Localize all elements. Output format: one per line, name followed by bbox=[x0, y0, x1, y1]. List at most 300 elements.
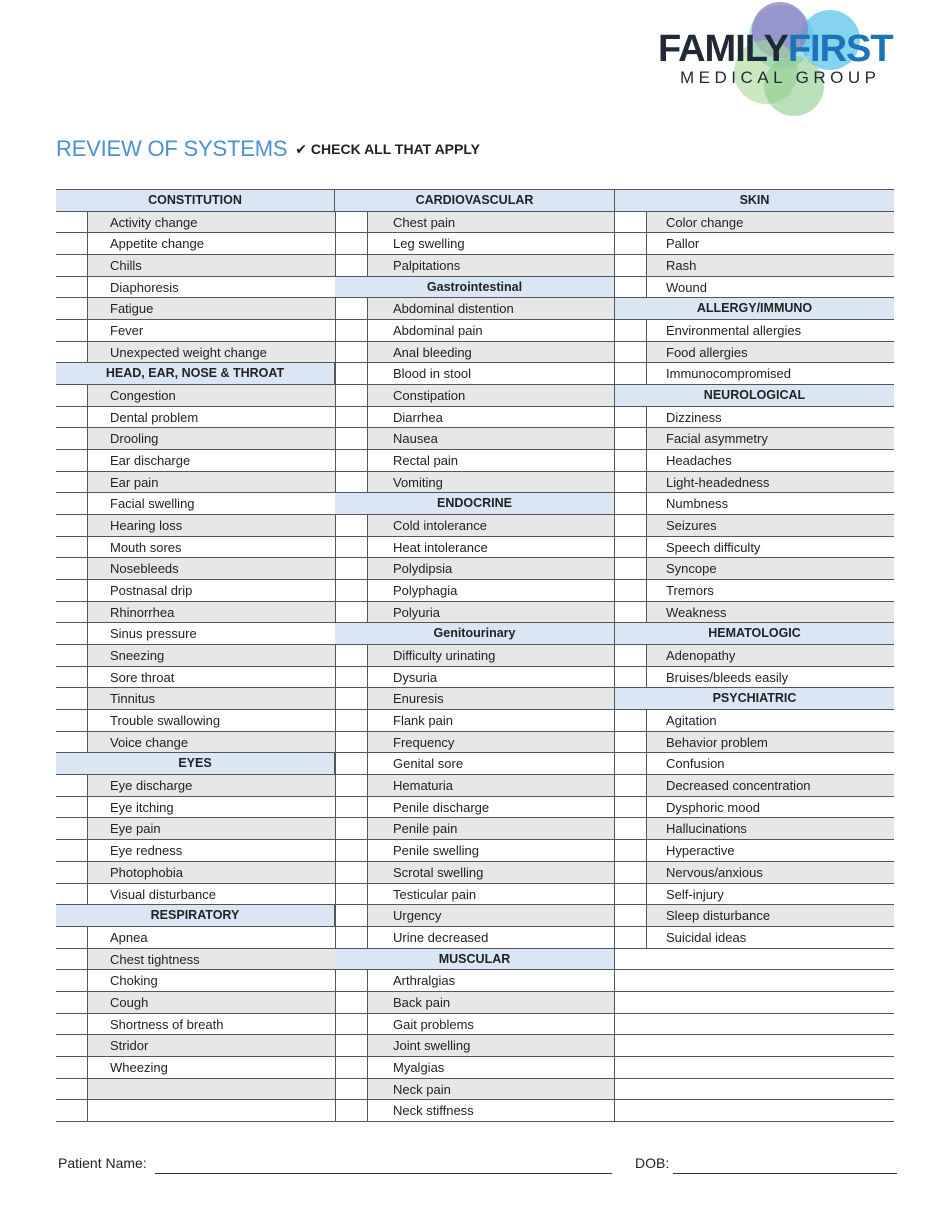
blank-row bbox=[614, 970, 894, 992]
symptom-label: Abdominal distention bbox=[393, 301, 514, 317]
section-header: Genitourinary bbox=[335, 623, 614, 645]
checkbox[interactable] bbox=[336, 298, 368, 319]
symptom-label: Drooling bbox=[110, 431, 159, 447]
symptom-label: Stridor bbox=[110, 1038, 149, 1054]
symptom-label: Eye itching bbox=[110, 799, 174, 815]
checklist-row bbox=[56, 407, 335, 429]
checkbox[interactable] bbox=[615, 515, 647, 536]
checkbox[interactable] bbox=[336, 818, 368, 839]
dob-label: DOB: bbox=[635, 1155, 670, 1171]
symptom-label: Constipation bbox=[393, 388, 466, 404]
checkbox[interactable] bbox=[56, 407, 88, 428]
checkbox[interactable] bbox=[615, 537, 647, 558]
checkbox[interactable] bbox=[336, 927, 368, 948]
checklist-row bbox=[614, 233, 894, 255]
checklist-row bbox=[335, 233, 614, 255]
checklist-row bbox=[335, 1035, 614, 1057]
checkbox[interactable] bbox=[56, 472, 88, 493]
column-2 bbox=[335, 190, 614, 1122]
symptom-label: Dysuria bbox=[393, 669, 438, 685]
checklist-row bbox=[335, 927, 614, 949]
checkbox[interactable] bbox=[56, 493, 88, 514]
checklist-row bbox=[335, 515, 614, 537]
checkbox[interactable] bbox=[336, 992, 368, 1013]
symptom-label: Myalgias bbox=[393, 1059, 445, 1075]
symptom-label: Visual disturbance bbox=[110, 886, 216, 902]
checklist-row bbox=[335, 862, 614, 884]
checklist-row bbox=[614, 797, 894, 819]
checklist-row bbox=[335, 840, 614, 862]
checkbox[interactable] bbox=[336, 1014, 368, 1035]
checklist-row bbox=[335, 992, 614, 1014]
checkbox[interactable] bbox=[615, 797, 647, 818]
dob-field[interactable] bbox=[673, 1173, 897, 1174]
checkbox[interactable] bbox=[56, 710, 88, 731]
symptom-label: Syncope bbox=[666, 561, 717, 577]
checkbox[interactable] bbox=[336, 753, 368, 774]
checklist-row bbox=[56, 1057, 335, 1079]
checkbox[interactable] bbox=[615, 775, 647, 796]
checklist-row bbox=[614, 537, 894, 559]
checkbox[interactable] bbox=[615, 927, 647, 948]
checklist-row bbox=[56, 1014, 335, 1036]
checklist-row bbox=[335, 450, 614, 472]
checkbox[interactable] bbox=[336, 580, 368, 601]
checkbox[interactable] bbox=[56, 212, 88, 233]
checkbox[interactable] bbox=[336, 1100, 368, 1121]
checklist-row bbox=[614, 255, 894, 277]
checklist-row bbox=[335, 385, 614, 407]
checkbox[interactable] bbox=[336, 233, 368, 254]
symptom-label: Flank pain bbox=[393, 713, 453, 729]
symptom-label: Diaphoresis bbox=[110, 279, 179, 295]
symptom-label: Penile swelling bbox=[393, 843, 479, 859]
checkbox[interactable] bbox=[336, 840, 368, 861]
page-title: REVIEW OF SYSTEMS bbox=[56, 136, 288, 161]
checkbox[interactable] bbox=[615, 732, 647, 753]
checkbox[interactable] bbox=[336, 862, 368, 883]
symptom-label: Seizures bbox=[666, 518, 717, 534]
checkbox[interactable] bbox=[336, 1035, 368, 1056]
checklist-row bbox=[335, 320, 614, 342]
checklist-row bbox=[335, 537, 614, 559]
symptom-label: Fatigue bbox=[110, 301, 154, 317]
checkbox[interactable] bbox=[336, 428, 368, 449]
checklist-row bbox=[614, 602, 894, 624]
checkbox[interactable] bbox=[56, 233, 88, 254]
checklist-row bbox=[56, 212, 335, 234]
symptom-label: Nausea bbox=[393, 431, 438, 447]
symptom-label: Voice change bbox=[110, 734, 189, 750]
symptom-label: Wheezing bbox=[110, 1059, 168, 1075]
checklist-row bbox=[335, 363, 614, 385]
checklist-row bbox=[335, 342, 614, 364]
column-3 bbox=[614, 190, 894, 1122]
checklist-row bbox=[335, 255, 614, 277]
symptom-label: Joint swelling bbox=[393, 1038, 471, 1054]
checkbox[interactable] bbox=[56, 580, 88, 601]
checkbox[interactable] bbox=[615, 602, 647, 623]
checkbox[interactable] bbox=[615, 320, 647, 341]
symptom-label: Difficulty urinating bbox=[393, 648, 496, 664]
checkbox[interactable] bbox=[615, 342, 647, 363]
section-header: PSYCHIATRIC bbox=[614, 688, 894, 710]
symptom-label: Cough bbox=[110, 994, 149, 1010]
checkbox[interactable] bbox=[615, 493, 647, 514]
checkbox[interactable] bbox=[336, 407, 368, 428]
checklist-row bbox=[56, 320, 335, 342]
checkbox[interactable] bbox=[56, 385, 88, 406]
checklist-row bbox=[335, 472, 614, 494]
checklist-row bbox=[56, 277, 335, 299]
checkbox[interactable] bbox=[336, 515, 368, 536]
checkbox[interactable] bbox=[615, 840, 647, 861]
checklist-row bbox=[56, 450, 335, 472]
checkbox[interactable] bbox=[56, 862, 88, 883]
checkbox[interactable] bbox=[56, 602, 88, 623]
checkbox[interactable] bbox=[615, 818, 647, 839]
checklist-row bbox=[56, 862, 335, 884]
checklist-row bbox=[614, 580, 894, 602]
checklist-row bbox=[614, 472, 894, 494]
checklist-row bbox=[614, 753, 894, 775]
checkbox[interactable] bbox=[56, 840, 88, 861]
checkbox[interactable] bbox=[615, 363, 647, 384]
symptom-label: Arthralgias bbox=[393, 973, 456, 989]
symptom-label: Facial swelling bbox=[110, 496, 195, 512]
symptom-label: Polyphagia bbox=[393, 583, 458, 599]
checkbox[interactable] bbox=[56, 667, 88, 688]
checklist-row bbox=[335, 645, 614, 667]
symptom-label: Urgency bbox=[393, 908, 442, 924]
checklist-row bbox=[56, 667, 335, 689]
checkbox[interactable] bbox=[56, 884, 88, 905]
section-header: Gastrointestinal bbox=[335, 277, 614, 299]
checkbox[interactable] bbox=[615, 450, 647, 471]
checkbox[interactable] bbox=[56, 818, 88, 839]
checkbox[interactable] bbox=[615, 558, 647, 579]
symptom-label: Appetite change bbox=[110, 236, 204, 252]
logo-wordmark: FAMILYFIRST bbox=[658, 28, 893, 70]
checklist-row bbox=[335, 775, 614, 797]
checklist-row bbox=[614, 515, 894, 537]
checklist-row bbox=[56, 428, 335, 450]
checkbox[interactable] bbox=[56, 515, 88, 536]
form-heading bbox=[56, 136, 480, 166]
checkbox[interactable] bbox=[615, 580, 647, 601]
symptom-label: Penile discharge bbox=[393, 799, 490, 815]
section-header: EYES bbox=[56, 753, 335, 775]
symptom-label: Heat intolerance bbox=[393, 539, 488, 555]
checkbox[interactable] bbox=[615, 255, 647, 276]
checklist-row bbox=[335, 1079, 614, 1101]
patient-name-field[interactable] bbox=[155, 1173, 612, 1174]
checkbox[interactable] bbox=[336, 342, 368, 363]
checkbox[interactable] bbox=[336, 797, 368, 818]
checklist-row bbox=[335, 602, 614, 624]
checkbox[interactable] bbox=[615, 407, 647, 428]
checkbox[interactable] bbox=[56, 537, 88, 558]
checkbox[interactable] bbox=[336, 732, 368, 753]
checkbox[interactable] bbox=[336, 472, 368, 493]
checkbox[interactable] bbox=[336, 1079, 368, 1100]
symptom-label: Unexpected weight change bbox=[110, 344, 267, 360]
symptom-label: Decreased concentration bbox=[666, 778, 811, 794]
checklist-row bbox=[614, 667, 894, 689]
checklist-row bbox=[56, 645, 335, 667]
checkbox[interactable] bbox=[336, 255, 368, 276]
symptom-label: Tremors bbox=[666, 583, 714, 599]
symptom-label: Apnea bbox=[110, 929, 148, 945]
checkbox[interactable] bbox=[336, 450, 368, 471]
checklist-row bbox=[614, 905, 894, 927]
checkbox[interactable] bbox=[56, 1014, 88, 1035]
checklist-row bbox=[614, 862, 894, 884]
checklist-row bbox=[56, 558, 335, 580]
checklist-row bbox=[56, 385, 335, 407]
checkbox[interactable] bbox=[56, 320, 88, 341]
checklist-row bbox=[335, 1057, 614, 1079]
checklist-row bbox=[56, 732, 335, 754]
checkbox[interactable] bbox=[336, 1057, 368, 1078]
symptom-label: Headaches bbox=[666, 453, 732, 469]
symptom-label: Rhinorrhea bbox=[110, 604, 175, 620]
checkbox[interactable] bbox=[336, 884, 368, 905]
symptom-label: Sinus pressure bbox=[110, 626, 197, 642]
checklist-row bbox=[56, 623, 335, 645]
symptom-label: Chills bbox=[110, 258, 142, 274]
symptom-label: Choking bbox=[110, 973, 158, 989]
checkbox[interactable] bbox=[336, 537, 368, 558]
checkbox[interactable] bbox=[336, 688, 368, 709]
symptom-label: Suicidal ideas bbox=[666, 929, 747, 945]
checkbox[interactable] bbox=[56, 775, 88, 796]
symptom-label: Genital sore bbox=[393, 756, 464, 772]
checkbox[interactable] bbox=[615, 862, 647, 883]
symptom-label: Nervous/anxious bbox=[666, 864, 763, 880]
section-header: HEAD, EAR, NOSE & THROAT bbox=[56, 363, 335, 385]
symptom-label: Mouth sores bbox=[110, 539, 182, 555]
section-header: MUSCULAR bbox=[335, 949, 614, 971]
checklist-row bbox=[614, 645, 894, 667]
symptom-label: Behavior problem bbox=[666, 734, 768, 750]
checklist-row bbox=[56, 797, 335, 819]
checkbox[interactable] bbox=[336, 710, 368, 731]
checkbox[interactable] bbox=[615, 472, 647, 493]
checklist-row bbox=[335, 1014, 614, 1036]
checklist-row bbox=[56, 992, 335, 1014]
checkbox[interactable] bbox=[56, 1035, 88, 1056]
section-header: ENDOCRINE bbox=[335, 493, 614, 515]
checkbox[interactable] bbox=[56, 1057, 88, 1078]
symptom-label: Environmental allergies bbox=[666, 323, 802, 339]
symptom-label: Hearing loss bbox=[110, 518, 183, 534]
checklist-row bbox=[335, 710, 614, 732]
symptom-label: Facial asymmetry bbox=[666, 431, 768, 447]
checklist-row bbox=[614, 493, 894, 515]
checklist-row bbox=[614, 450, 894, 472]
checkbox[interactable] bbox=[615, 277, 647, 298]
section-header: ALLERGY/IMMUNO bbox=[614, 298, 894, 320]
check-instruction: ✔ CHECK ALL THAT APPLY bbox=[295, 141, 480, 157]
checklist-row bbox=[614, 342, 894, 364]
checkbox[interactable] bbox=[56, 1100, 88, 1121]
checklist-row bbox=[56, 493, 335, 515]
checkbox[interactable] bbox=[615, 667, 647, 688]
symptom-label: Eye discharge bbox=[110, 778, 193, 794]
checkbox[interactable] bbox=[336, 320, 368, 341]
checkbox[interactable] bbox=[56, 797, 88, 818]
symptom-label: Nosebleeds bbox=[110, 561, 179, 577]
section-header: RESPIRATORY bbox=[56, 905, 335, 927]
checklist-row bbox=[56, 884, 335, 906]
checkbox[interactable] bbox=[56, 688, 88, 709]
checkbox[interactable] bbox=[615, 233, 647, 254]
checkbox[interactable] bbox=[336, 212, 368, 233]
checklist-row bbox=[335, 884, 614, 906]
symptom-label: Chest tightness bbox=[110, 951, 200, 967]
checkbox[interactable] bbox=[56, 970, 88, 991]
checkbox[interactable] bbox=[615, 212, 647, 233]
checklist-row bbox=[335, 753, 614, 775]
checkbox[interactable] bbox=[56, 428, 88, 449]
symptom-label: Hallucinations bbox=[666, 821, 747, 837]
checkbox[interactable] bbox=[56, 623, 88, 644]
symptom-label: Ear pain bbox=[110, 474, 159, 490]
checklist-row bbox=[56, 602, 335, 624]
symptom-label: Leg swelling bbox=[393, 236, 465, 252]
checkbox[interactable] bbox=[615, 884, 647, 905]
section-header: CONSTITUTION bbox=[56, 190, 335, 212]
checkbox[interactable] bbox=[56, 255, 88, 276]
checklist-row bbox=[56, 775, 335, 797]
checklist-row bbox=[56, 255, 335, 277]
checklist-row bbox=[56, 949, 335, 971]
checkbox[interactable] bbox=[336, 667, 368, 688]
symptom-label: Abdominal pain bbox=[393, 323, 483, 339]
checklist-row bbox=[56, 537, 335, 559]
checkbox[interactable] bbox=[56, 450, 88, 471]
patient-name-label: Patient Name: bbox=[58, 1155, 147, 1171]
symptom-label: Pallor bbox=[666, 236, 700, 252]
symptom-label: Speech difficulty bbox=[666, 539, 761, 555]
checkbox[interactable] bbox=[336, 970, 368, 991]
symptom-label: Testicular pain bbox=[393, 886, 477, 902]
blank-row bbox=[614, 1035, 894, 1057]
checkbox[interactable] bbox=[336, 385, 368, 406]
checklist-row bbox=[335, 732, 614, 754]
symptom-label: Enuresis bbox=[393, 691, 444, 707]
symptom-label: Color change bbox=[666, 214, 744, 230]
symptom-label: Numbness bbox=[666, 496, 729, 512]
checkbox[interactable] bbox=[56, 645, 88, 666]
checklist-row bbox=[335, 667, 614, 689]
symptom-label: Gait problems bbox=[393, 1016, 474, 1032]
symptom-label: Neck pain bbox=[393, 1081, 451, 1097]
symptom-label: Palpitations bbox=[393, 258, 461, 274]
family-first-logo bbox=[650, 0, 910, 125]
checkbox[interactable] bbox=[336, 645, 368, 666]
symptom-label: Activity change bbox=[110, 214, 198, 230]
symptom-label: Vomiting bbox=[393, 474, 443, 490]
checkbox[interactable] bbox=[615, 710, 647, 731]
symptom-label: Rectal pain bbox=[393, 453, 459, 469]
symptom-label: Ear discharge bbox=[110, 453, 191, 469]
checkbox[interactable] bbox=[615, 753, 647, 774]
section-header: SKIN bbox=[614, 190, 894, 212]
symptom-label: Fever bbox=[110, 323, 144, 339]
symptom-label: Chest pain bbox=[393, 214, 456, 230]
checkbox[interactable] bbox=[56, 927, 88, 948]
checklist-row bbox=[56, 688, 335, 710]
symptom-label: Tinnitus bbox=[110, 691, 156, 707]
checklist-row bbox=[614, 407, 894, 429]
symptom-label: Confusion bbox=[666, 756, 725, 772]
checklist-row bbox=[335, 688, 614, 710]
checklist-row bbox=[335, 212, 614, 234]
checkbox[interactable] bbox=[336, 905, 368, 926]
symptom-label: Immunocompromised bbox=[666, 366, 791, 382]
symptom-label: Rash bbox=[666, 258, 697, 274]
section-header: CARDIOVASCULAR bbox=[335, 190, 614, 212]
checklist-row bbox=[335, 797, 614, 819]
checklist-row bbox=[614, 363, 894, 385]
symptom-label: Photophobia bbox=[110, 864, 184, 880]
checkbox[interactable] bbox=[615, 645, 647, 666]
checklist-row bbox=[335, 970, 614, 992]
checkbox[interactable] bbox=[56, 992, 88, 1013]
checklist-row bbox=[335, 1100, 614, 1122]
symptom-label: Bruises/bleeds easily bbox=[666, 669, 789, 685]
blank-row bbox=[614, 992, 894, 1014]
checklist-row bbox=[56, 970, 335, 992]
checkbox[interactable] bbox=[336, 558, 368, 579]
column-1 bbox=[56, 190, 335, 1122]
checklist-row bbox=[56, 1079, 335, 1101]
checkbox[interactable] bbox=[56, 949, 88, 970]
symptom-label: Frequency bbox=[393, 734, 455, 750]
symptom-label: Blood in stool bbox=[393, 366, 472, 382]
checklist-row bbox=[56, 298, 335, 320]
checkbox[interactable] bbox=[615, 428, 647, 449]
checklist-row bbox=[614, 884, 894, 906]
symptom-label: Penile pain bbox=[393, 821, 458, 837]
checkbox[interactable] bbox=[615, 905, 647, 926]
checklist-row bbox=[614, 710, 894, 732]
symptom-label: Self-injury bbox=[666, 886, 724, 902]
checklist-row bbox=[614, 320, 894, 342]
checklist-row bbox=[56, 818, 335, 840]
checkbox[interactable] bbox=[56, 732, 88, 753]
checklist-row bbox=[56, 342, 335, 364]
checklist-row bbox=[335, 298, 614, 320]
checkbox[interactable] bbox=[56, 1079, 88, 1100]
checkbox[interactable] bbox=[56, 342, 88, 363]
checklist-row bbox=[56, 1035, 335, 1057]
checkbox[interactable] bbox=[56, 298, 88, 319]
checkbox[interactable] bbox=[336, 363, 368, 384]
checklist-row bbox=[614, 732, 894, 754]
symptom-label: Agitation bbox=[666, 713, 717, 729]
blank-row bbox=[614, 949, 894, 971]
checkbox[interactable] bbox=[56, 558, 88, 579]
symptom-label: Neck stiffness bbox=[393, 1103, 474, 1119]
checklist-row bbox=[56, 515, 335, 537]
symptom-label: Weakness bbox=[666, 604, 727, 620]
checkbox[interactable] bbox=[56, 277, 88, 298]
checkbox[interactable] bbox=[336, 775, 368, 796]
checkbox[interactable] bbox=[336, 602, 368, 623]
